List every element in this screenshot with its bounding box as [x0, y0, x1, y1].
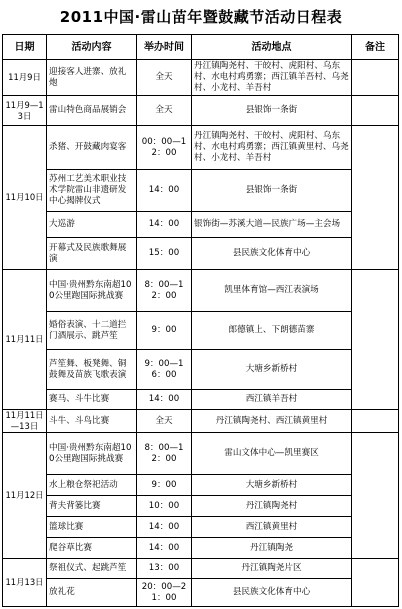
- location-cell: 丹江镇陶尧村、干皎村、虎阳村、乌东村、水电村鸡勇寨；西江镇羊吾村、乌尧村、小龙村、羊吾村: [192, 60, 352, 96]
- table-row: [3, 212, 399, 238]
- table-row: [3, 238, 399, 270]
- table-row: [3, 579, 399, 607]
- date-cell: 11月9—13日: [3, 96, 47, 126]
- location-cell: 丹江镇陶尧村、西江镇黄里村: [192, 410, 352, 433]
- table-row: [3, 126, 399, 170]
- note-cell: [352, 126, 399, 270]
- date-cell: 11月11日: [3, 270, 47, 410]
- time-cell: 00：00—12：00: [137, 126, 192, 170]
- activity-cell: 赛马、斗牛比赛: [47, 390, 137, 410]
- activity-cell: 水上粮仓祭祀活动: [47, 475, 137, 496]
- table-row: [3, 496, 399, 517]
- activity-cell: 雷山特色商品展销会: [47, 96, 137, 126]
- activity-cell: 爬谷草比赛: [47, 538, 137, 559]
- table-row: [3, 96, 399, 126]
- table-row: [3, 170, 399, 212]
- activity-cell: 祭祖仪式、起跳芦笙: [47, 559, 137, 579]
- location-cell: 郎德镇上、下朗德苗寨: [192, 312, 352, 350]
- table-row: [3, 270, 399, 312]
- activity-cell: 迎接客人进寨、放礼炮: [47, 60, 137, 96]
- location-cell: 丹江镇陶尧片区: [192, 559, 352, 579]
- activity-cell: 芦笙舞、板凳舞、铜鼓舞及苗族飞歌表演: [47, 350, 137, 390]
- location-cell: 县民族文化体育中心: [192, 238, 352, 270]
- note-cell: [352, 60, 399, 96]
- location-cell: 县银饰一条街: [192, 170, 352, 212]
- table-row: [3, 350, 399, 390]
- table-row: [3, 433, 399, 475]
- date-cell: 11月11日—13日: [3, 410, 47, 433]
- time-cell: 14：00: [137, 517, 192, 538]
- location-cell: 西江镇黄里村: [192, 517, 352, 538]
- time-cell: 13：00: [137, 559, 192, 579]
- table-row: [3, 475, 399, 496]
- location-cell: 凯里体育馆—西江表演场: [192, 270, 352, 312]
- activity-cell: 篮球比赛: [47, 517, 137, 538]
- time-cell: 14：00: [137, 212, 192, 238]
- activity-cell: 大巡游: [47, 212, 137, 238]
- page-title: 2011中国·雷山苗年暨鼓藏节活动日程表: [59, 8, 343, 26]
- time-cell: 全天: [137, 60, 192, 96]
- note-cell: [352, 433, 399, 559]
- activity-cell: 苏州工艺美术职业技术学院雷山非遗研发中心揭牌仪式: [47, 170, 137, 212]
- activity-cell: 斗牛、斗鸟比赛: [47, 410, 137, 433]
- date-cell: 11月10日: [3, 126, 47, 270]
- header-activity: 活动内容: [47, 35, 137, 60]
- activity-cell: 开幕式及民族歌舞展演: [47, 238, 137, 270]
- schedule-table: [2, 34, 399, 607]
- time-cell: 15：00: [137, 238, 192, 270]
- time-cell: 10：00: [137, 496, 192, 517]
- time-cell: 14：00: [137, 170, 192, 212]
- location-cell: 丹江镇陶尧: [192, 538, 352, 559]
- table-row: [3, 538, 399, 559]
- activity-cell: 背夫背篓比赛: [47, 496, 137, 517]
- activity-cell: 杀猪、开鼓藏肉宴客: [47, 126, 137, 170]
- time-cell: 8：00—12：00: [137, 270, 192, 312]
- header-time: 举办时间: [137, 35, 192, 60]
- location-cell: 雷山文体中心—凯里赛区: [192, 433, 352, 475]
- note-cell: [352, 96, 399, 126]
- date-cell: 11月9日: [3, 60, 47, 96]
- table-row: [3, 312, 399, 350]
- table-row: [3, 60, 399, 96]
- time-cell: 8：00—12：00: [137, 433, 192, 475]
- time-cell: 全天: [137, 96, 192, 126]
- header-note: 备注: [352, 35, 399, 60]
- location-cell: 丹江镇陶尧村、干皎村、虎阳村、乌东村、水电村鸡勇寨；西江镇黄里村、乌尧村、小龙村、羊吾村: [192, 126, 352, 170]
- location-cell: 西江镇羊吾村: [192, 390, 352, 410]
- note-cell: [352, 410, 399, 433]
- location-cell: 银饰街—苏溪大道—民族广场—主会场: [192, 212, 352, 238]
- time-cell: 14：00: [137, 390, 192, 410]
- table-row: [3, 559, 399, 579]
- activity-cell: 中国·贵州黔东南超100公里跑国际挑战赛: [47, 270, 137, 312]
- note-cell: [352, 270, 399, 410]
- location-cell: 县民族文化体育中心: [192, 579, 352, 607]
- activity-cell: 放礼花: [47, 579, 137, 607]
- table-row: [3, 517, 399, 538]
- location-cell: 丹江镇陶尧村: [192, 496, 352, 517]
- time-cell: 20：00—21：00: [137, 579, 192, 607]
- activity-cell: 中国·贵州黔东南超100公里跑国际挑战赛: [47, 433, 137, 475]
- date-cell: 11月13日: [3, 559, 47, 607]
- time-cell: 14：00: [137, 538, 192, 559]
- location-cell: 大塘乡新桥村: [192, 475, 352, 496]
- table-row: [3, 410, 399, 433]
- note-cell: [352, 559, 399, 607]
- header-date: 日期: [3, 35, 47, 60]
- location-cell: 大塘乡新桥村: [192, 350, 352, 390]
- time-cell: 9：00: [137, 475, 192, 496]
- time-cell: 全天: [137, 410, 192, 433]
- time-cell: 9：00—16：00: [137, 350, 192, 390]
- location-cell: 县银饰一条街: [192, 96, 352, 126]
- activity-cell: 婚俗表演、十二道拦门酒展示、跳芦笙: [47, 312, 137, 350]
- date-cell: 11月12日: [3, 433, 47, 559]
- header-location: 活动地点: [192, 35, 352, 60]
- table-row: [3, 390, 399, 410]
- header-row: [3, 35, 399, 60]
- time-cell: 9：00: [137, 312, 192, 350]
